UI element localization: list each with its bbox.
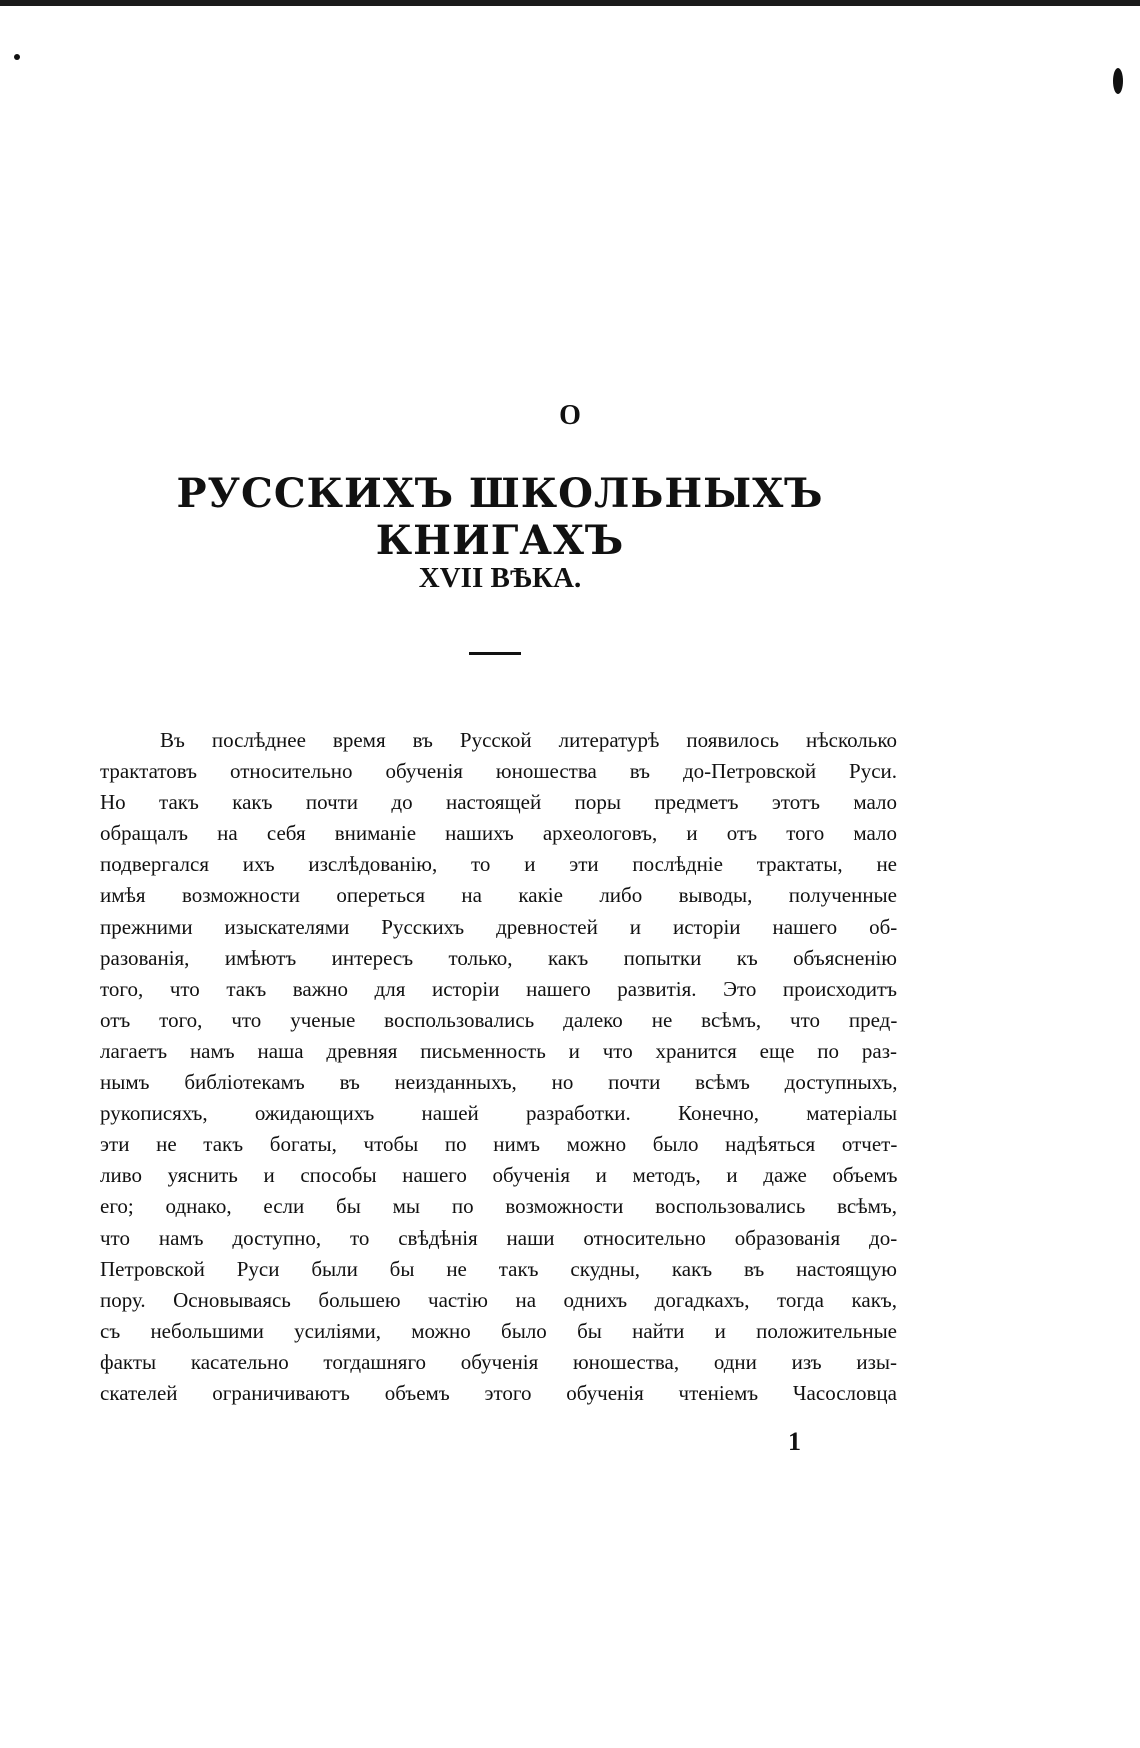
text-line: факты касательно тогдашняго обученія юношества, одни изъ изы- (100, 1349, 897, 1374)
text-line: прежними изыскателями Русскихъ древностей и исторіи нашего об- (100, 914, 898, 939)
heading-preposition: О (559, 400, 581, 431)
text-line: рукописяхъ, ожидающихъ нашей разработки. Конечно, матеріалы (100, 1101, 898, 1126)
body-paragraph (100, 725, 897, 1409)
text-line: разованія, имѣютъ интересъ только, какъ попытки къ объясненію (100, 945, 897, 970)
text-line: что намъ доступно, то свѣдѣнія наши относительно образованія до- (100, 1225, 898, 1250)
text-line: нымъ библіотекамъ въ неизданныхъ, но почти всѣмъ доступныхъ, (100, 1070, 898, 1095)
text-line: Въ послѣднее время въ Русской литературѣ появилось нѣсколько (160, 728, 897, 752)
ink-speck-right (1113, 68, 1123, 94)
page-title: РУССКИХЪ ШКОЛЬНЫХЪ КНИГАХЪ (176, 470, 824, 564)
text-line: того, что такъ важно для исторіи нашего развитія. Это происходитъ (100, 976, 898, 1001)
text-line: ливо уяснить и способы нашего обученія и методъ, и даже объемъ (100, 1163, 898, 1188)
text-line: Петровской Руси были бы не такъ скудны, какъ въ настоящую (100, 1256, 897, 1281)
page-subtitle: XVII ВѢКА. (418, 562, 582, 594)
text-line: Но такъ какъ почти до настоящей поры предметъ этотъ мало (100, 790, 897, 815)
page-top-edge (0, 0, 1140, 6)
page-number: 1 (788, 1427, 801, 1456)
text-line: съ небольшими усиліями, можно было бы найти и положительные (100, 1318, 897, 1343)
text-line: пору. Основываясь большею частію на однихъ догадкахъ, тогда какъ, (100, 1287, 897, 1312)
text-line: трактатовъ относительно обученія юношества въ до-Петровской Руси. (100, 759, 897, 784)
text-line: обращалъ на себя вниманіе нашихъ археологовъ, и отъ того мало (100, 821, 897, 846)
text-line: имѣя возможности опереться на какіе либо выводы, полученные (100, 883, 897, 908)
text-line: скателей ограничиваютъ объемъ этого обученія чтеніемъ Часословца (100, 1380, 897, 1405)
text-line: его; однако, если бы мы по возможности воспользовались всѣмъ, (100, 1194, 897, 1219)
text-line: подвергался ихъ изслѣдованію, то и эти послѣдніе трактаты, не (100, 852, 897, 877)
text-line: лагаетъ намъ наша древняя письменность и что хранится еще по раз- (100, 1038, 897, 1063)
text-line: эти не такъ богаты, чтобы по нимъ можно было надѣяться отчет- (100, 1132, 898, 1157)
text-line: отъ того, что ученые воспользовались далеко не всѣмъ, что пред- (100, 1007, 898, 1032)
ink-speck-left (14, 54, 20, 60)
title-divider (469, 652, 521, 655)
